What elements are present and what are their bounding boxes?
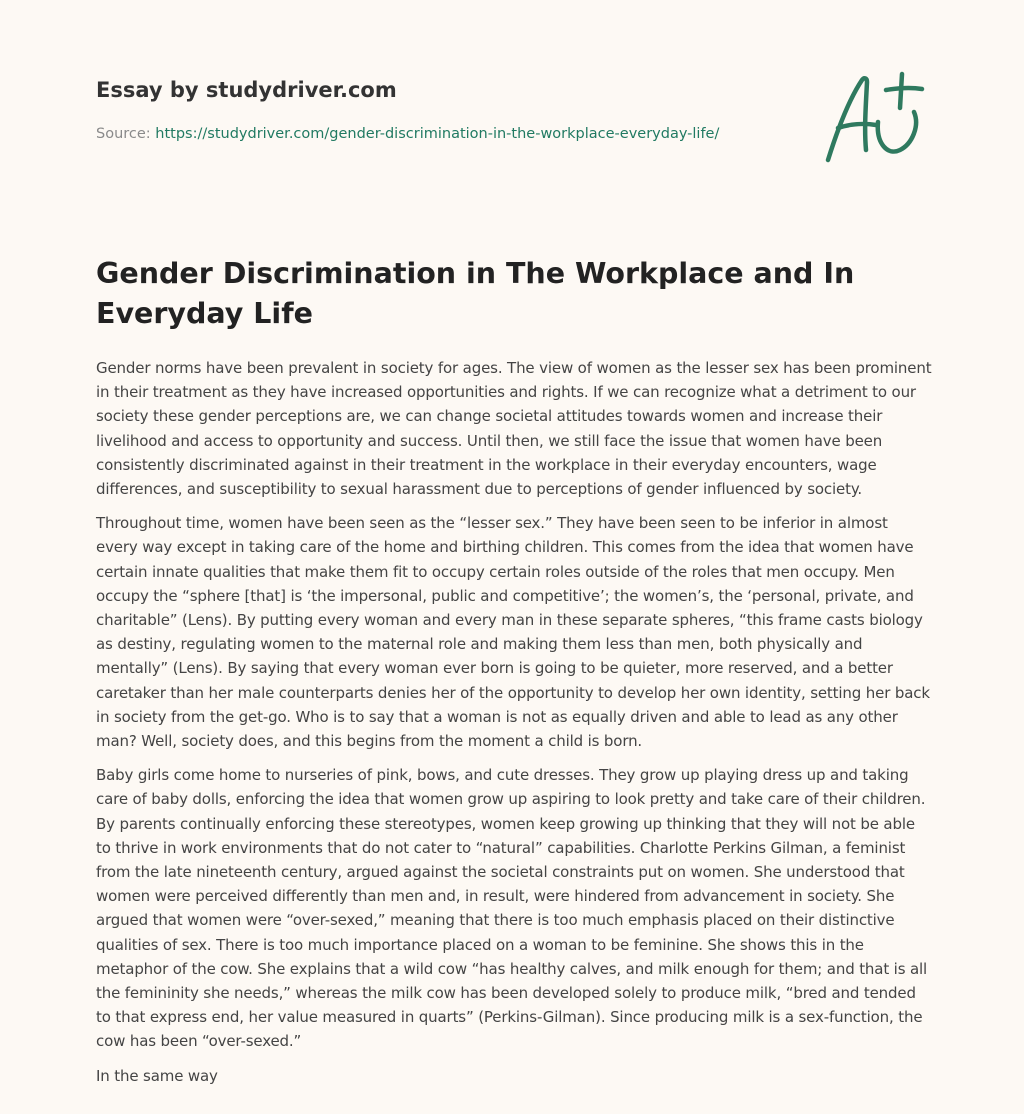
source-link[interactable]: https://studydriver.com/gender-discrimination-in-the-workplace-everyday-life/ — [155, 126, 720, 142]
essay-title: Gender Discrimination in The Workplace and In Everyday Life — [96, 257, 855, 330]
source-line — [96, 124, 796, 144]
page-header — [96, 76, 796, 144]
source-label: Source: — [96, 126, 151, 142]
essay-paragraph: Gender norms have been prevalent in society for ages. The view of women as the lesser sex has been prominent in their treatment as they have increased opportunities and rights. If we can recognize what a detriment to our society these gender perceptions are, we can change societal attitudes towards women and increase their livelihood and access to opportunity and success. Until then, we still face the issue that women have been consistently discriminated against in their treatment in the workplace in their everyday encounters, wage differences, and susceptibility to sexual harassment due to perceptions of gender influenced by society. — [96, 359, 932, 499]
a-plus-grade-icon — [820, 68, 930, 168]
essay-content — [96, 254, 932, 1098]
essay-paragraph: Baby girls come home to nurseries of pink, bows, and cute dresses. They grow up playing dress up and taking care of baby dolls, enforcing the idea that women grow up aspiring to look pretty and take care of their children. By parents continually enforcing these stereotypes, women keep growing up thinking that they will not be able to thrive in work environments that do not cater to “natural” capabilities. Charlotte Perkins Gilman, a feminist from the late nineteenth century, argued against the societal constraints put on women. She understood that women were perceived differently than men and, in result, were hindered from advancement in society. She argued that women were “over-sexed,” meaning that there is too much emphasis placed on their distinctive qualities of sex. There is too much importance placed on a woman to be feminine. She shows this in the metaphor of the cow. She explains that a wild cow “has healthy calves, and milk enough for them; and that is all the femininity she needs,” whereas the milk cow has been developed solely to produce milk, “bred and tended to that express end, her value measured in quarts” (Perkins-Gilman). Since producing milk is a sex-function, the cow has been “over-sexed.” — [96, 766, 928, 1051]
site-brand: Essay by studydriver.com — [96, 78, 397, 102]
essay-paragraph: In the same way — [96, 1066, 218, 1085]
essay-paragraph: Throughout time, women have been seen as the “lesser sex.” They have been seen to be inferior in almost every way except in taking care of the home and birthing children. This comes from the idea that women have certain innate qualities that make them fit to occupy certain roles outside of the roles that men occupy. Men occupy the “sphere [that] is ‘the impersonal, public and competitive’; the women’s, the ‘personal, private, and charitable” (Lens). By putting every woman and every man in these separate spheres, “this frame casts biology as destiny, regulating women to the maternal role and making them less than men, both physically and mentally” (Lens). By saying that every woman ever born is going to be quieter, more reserved, and a better caretaker than her male counterparts denies her of the opportunity to develop her own identity, setting her back in society from the get-go. Who is to say that a woman is not as equally driven and able to lead as any other man? Well, society does, and this begins from the moment a child is born. — [96, 514, 930, 751]
